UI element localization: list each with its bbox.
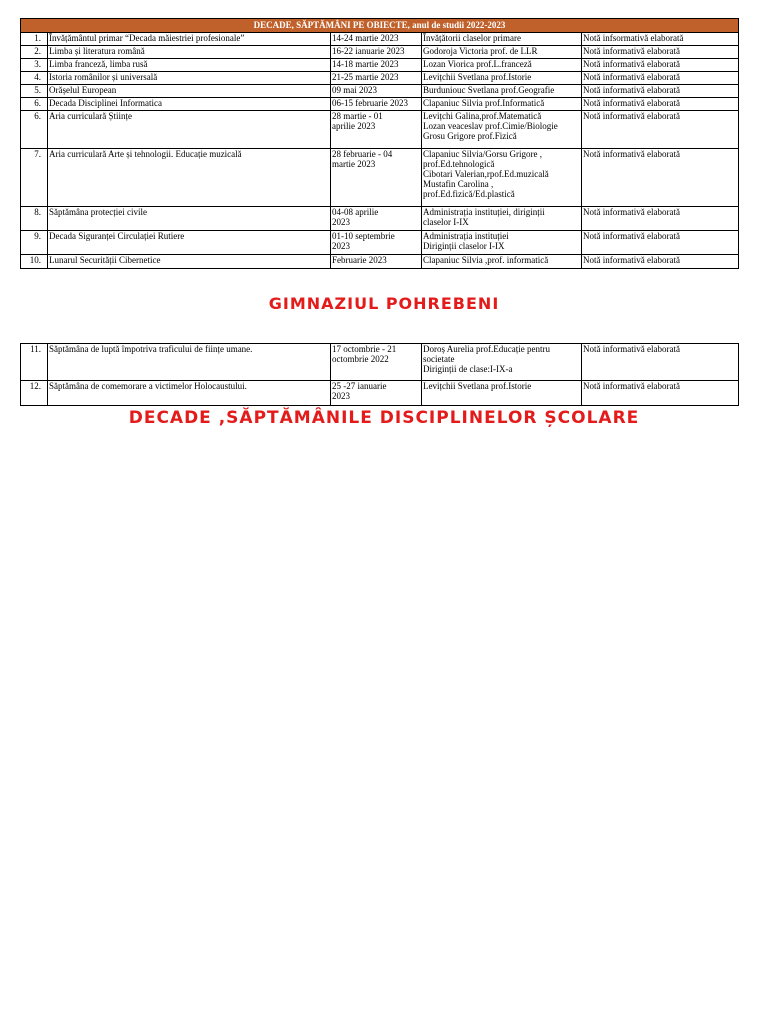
event-note: Notă informativă elaborată [582,46,739,59]
table-row [21,207,739,231]
section-title: DECADE ,SĂPTĂMÂNILE DISCIPLINELOR ȘCOLARE [128,408,640,428]
event-note: Notă informativă elaborată [582,85,739,98]
event-date: 16-22 ianuarie 2023 [331,46,422,59]
event-date: 28 februarie - 04 martie 2023 [331,149,422,207]
event-note: Notă informativă elaborată [582,111,739,149]
event-responsible: Godoroja Victoria prof. de LLR [422,46,582,59]
event-date: 04-08 aprilie 2023 [331,207,422,231]
event-date: Februarie 2023 [331,255,422,269]
events-table [20,18,739,269]
table-row [21,33,739,46]
event-note: Notă infsormativă elaborată [582,33,739,46]
event-note: Notă informativă elaborată [582,207,739,231]
event-date: 06-15 februarie 2023 [331,98,422,111]
event-name: Învățământul primar “Decada măiestriei profesionale” [48,33,331,46]
table-row [21,111,739,149]
table-header: DECADE, SĂPTĂMÂNI PE OBIECTE, anul de studii 2022-2023 [21,19,739,33]
row-number: 2. [21,46,48,59]
row-number: 5. [21,85,48,98]
table-row [21,231,739,255]
event-date: 14-18 martie 2023 [331,59,422,72]
event-date: 09 mai 2023 [331,85,422,98]
event-note: Notă informativă elaborată [582,98,739,111]
event-date: 01-10 septembrie 2023 [331,231,422,255]
row-number: 6. [21,111,48,149]
event-note: Notă informativă elaborată [582,72,739,85]
event-name: Decada Siguranței Circulației Rutiere [48,231,331,255]
row-number: 7. [21,149,48,207]
event-responsible: Doroș Aurelia prof.Educație pentru societate Diriginții de clase:I-IX-a [422,344,582,381]
event-name: Săptămâna protecției civile [48,207,331,231]
table-row [21,344,739,381]
row-number: 10. [21,255,48,269]
table-row [21,98,739,111]
event-date: 21-25 martie 2023 [331,72,422,85]
event-note: Notă informativă elaborată [582,344,739,381]
event-date: 14-24 martie 2023 [331,33,422,46]
event-responsible: Administrația instituției, diriginții claselor I-IX [422,207,582,231]
school-title: GIMNAZIUL POHREBENI [268,294,500,313]
event-responsible: Clapaniuc Silvia ,prof. informatică [422,255,582,269]
row-number: 4. [21,72,48,85]
table-row [21,149,739,207]
event-name: Limba și literatura română [48,46,331,59]
table-row [21,59,739,72]
event-responsible: Levițchii Svetlana prof.Istorie [422,72,582,85]
row-number: 1. [21,33,48,46]
row-number: 11. [21,344,48,381]
event-date: 28 martie - 01 aprilie 2023 [331,111,422,149]
row-number: 9. [21,231,48,255]
table-row [21,255,739,269]
event-responsible: Învățătorii claselor primare [422,33,582,46]
event-name: Istoria românilor și universală [48,72,331,85]
event-responsible: Clapaniuc Silvia prof.Informatică [422,98,582,111]
event-responsible: Lozan Viorica prof.L.franceză [422,59,582,72]
event-name: Săptămâna de comemorare a victimelor Holocaustului. [48,381,331,406]
event-responsible: Levițchii Svetlana prof.Istorie [422,381,582,406]
event-responsible: Clapaniuc Silvia/Gorsu Grigore , prof.Ed.tehnologică Cibotari Valerian,rpof.Ed.muzicală Mustafin Carolina , prof.Ed.fizică/Ed.plastică [422,149,582,207]
event-note: Notă informativă elaborată [582,255,739,269]
table-row [21,85,739,98]
row-number: 6. [21,98,48,111]
row-number: 12. [21,381,48,406]
row-number: 8. [21,207,48,231]
row-number: 3. [21,59,48,72]
event-name: Limba franceză, limba rusă [48,59,331,72]
event-note: Notă informativă elaborată [582,231,739,255]
event-name: Aria curriculară Arte și tehnologii. Educație muzicală [48,149,331,207]
event-date: 17 octombrie - 21 octombrie 2022 [331,344,422,381]
table-row [21,72,739,85]
event-note: Notă informativă elaborată [582,59,739,72]
event-name: Orășelul European [48,85,331,98]
event-name: Săptămâna de luptă împotriva traficului de ființe umane. [48,344,331,381]
event-date: 25 -27 ianuarie 2023 [331,381,422,406]
events-table-continued [20,343,739,406]
table-row [21,46,739,59]
event-responsible: Levițchi Galina,prof.Matematică Lozan veaceslav prof.Cimie/Biologie Grosu Grigore prof.Fizică [422,111,582,149]
event-responsible: Burduniouc Svetlana prof.Geografie [422,85,582,98]
event-name: Aria curriculară Științe [48,111,331,149]
event-responsible: Administrația instituției Diriginții claselor I-IX [422,231,582,255]
table-row [21,381,739,406]
event-name: Decada Disciplinei Informatica [48,98,331,111]
event-note: Notă informativă elaborată [582,381,739,406]
event-note: Notă informativă elaborată [582,149,739,207]
event-name: Lunarul Securității Cibernetice [48,255,331,269]
